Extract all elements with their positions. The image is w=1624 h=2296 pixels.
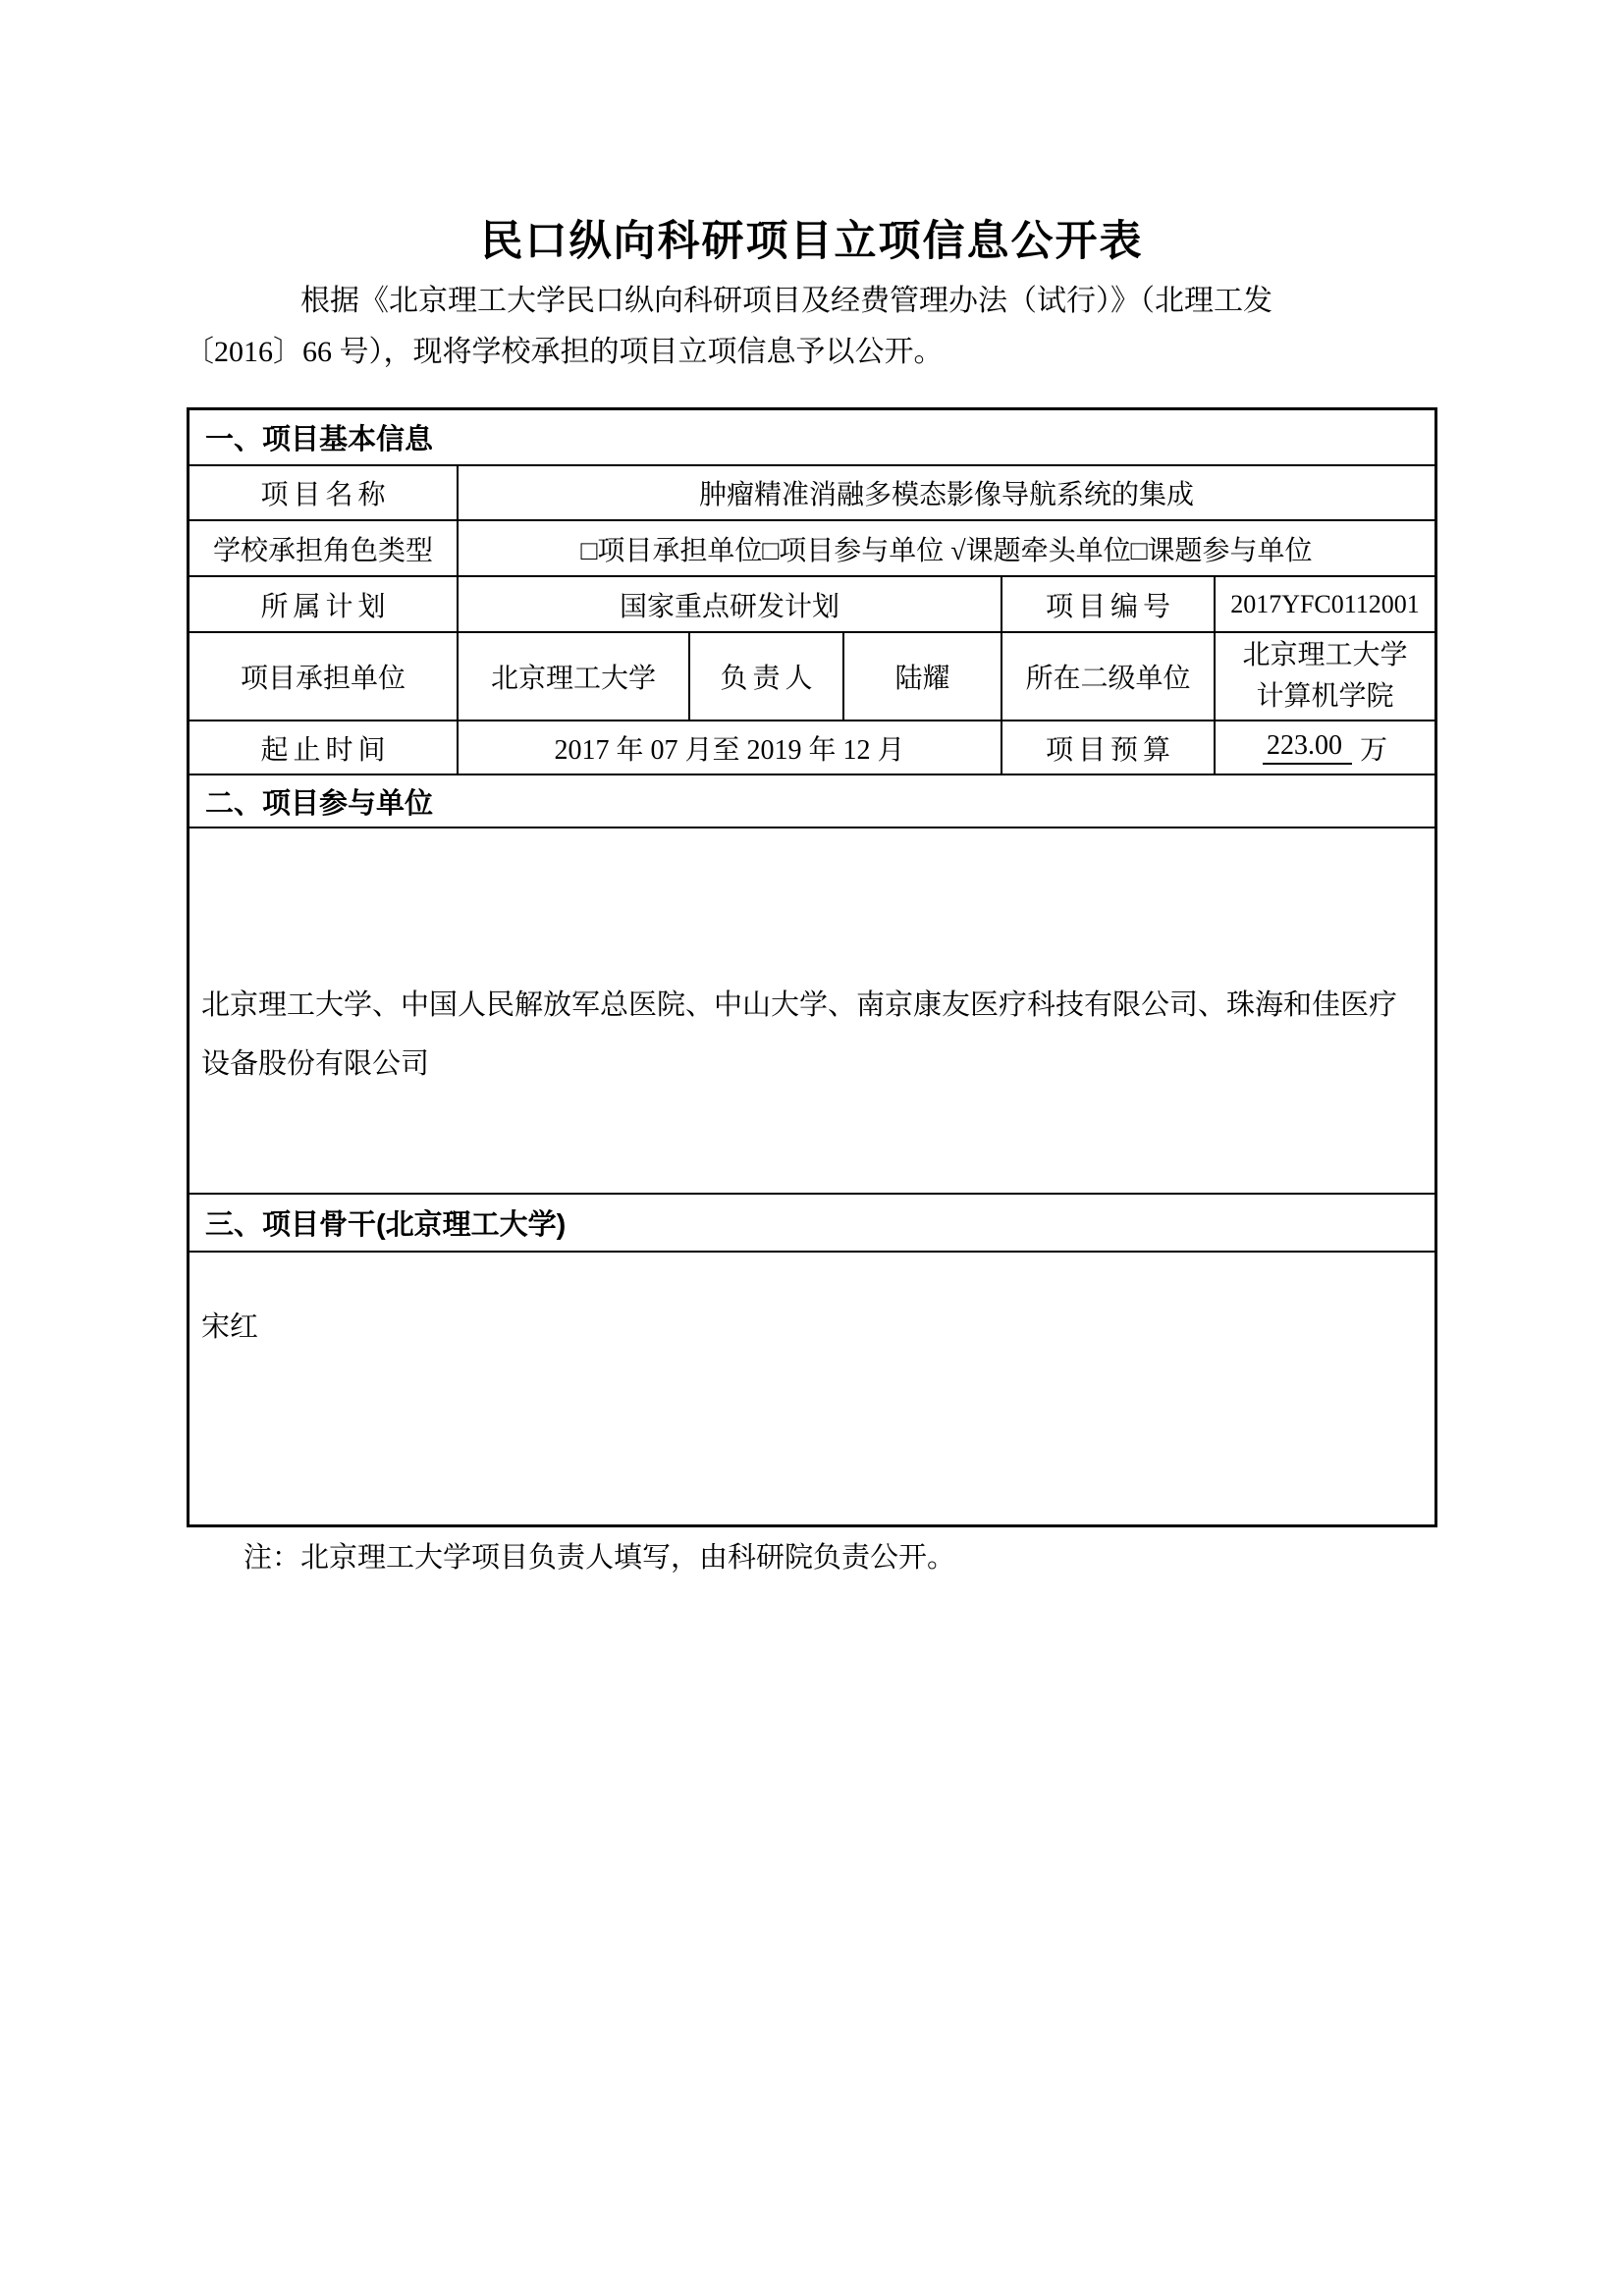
section3-header: 三、项目骨干(北京理工大学)	[205, 1209, 567, 1241]
plan-label	[189, 577, 459, 631]
participants-row	[189, 828, 1435, 1195]
duration-label	[189, 721, 459, 774]
footnote: 注：北京理工大学项目负责人填写，由科研院负责公开。	[244, 1542, 956, 1574]
duration-row	[189, 721, 1435, 775]
secondary-unit-label: 所在二级单位	[1002, 633, 1216, 720]
project-name-label	[189, 466, 459, 519]
project-code-value: 2017YFC0112001	[1230, 589, 1420, 618]
role-type-value: □项目承担单位□项目参与单位 √课题牵头单位□课题参与单位	[580, 535, 1313, 566]
project-name-value: 肿瘤精准消融多模态影像导航系统的集成	[698, 480, 1194, 510]
section3-header-row	[189, 1195, 1435, 1253]
budget-unit: 万	[1359, 734, 1387, 766]
leader-label-text: 负责人	[720, 664, 818, 694]
duration-value: 2017 年 07 月至 2019 年 12 月	[459, 721, 1002, 774]
secondary-unit-value	[1216, 633, 1435, 720]
budget-amount: 223.00	[1263, 730, 1352, 765]
intro-line-2: 〔2016〕66 号），现将学校承担的项目立项信息予以公开。	[185, 336, 944, 368]
role-type-label: 学校承担角色类型	[189, 521, 459, 575]
budget-label-text: 项目预算	[1045, 734, 1175, 766]
key-members-row	[189, 1253, 1435, 1524]
plan-label-text: 所属计划	[260, 591, 391, 622]
secondary-unit-line1: 北京理工大学	[1242, 640, 1408, 670]
section1-header: 一、项目基本信息	[205, 424, 434, 455]
section2-header-row	[189, 775, 1435, 828]
undertaking-unit-label: 项目承担单位	[189, 633, 459, 720]
budget-label	[1002, 721, 1216, 774]
section2-header: 二、项目参与单位	[205, 787, 434, 820]
intro-line-1: 根据《北京理工大学民口纵向科研项目及经费管理办法（试行）》（北理工发	[300, 285, 1272, 317]
project-code-label	[1002, 577, 1216, 631]
project-name-row	[189, 466, 1435, 521]
undertaking-unit-row	[189, 633, 1435, 721]
budget-value	[1216, 721, 1435, 774]
plan-row	[189, 577, 1435, 633]
key-members-content: 宋红	[201, 1311, 259, 1343]
duration-label-text: 起止时间	[260, 734, 391, 766]
leader-label	[690, 633, 844, 720]
project-name-label-text: 项目名称	[260, 480, 391, 510]
project-code-label-text: 项目编号	[1045, 591, 1175, 622]
plan-value: 国家重点研发计划	[459, 577, 1002, 631]
secondary-unit-line2: 计算机学院	[1256, 681, 1394, 712]
undertaking-unit-value: 北京理工大学	[459, 633, 690, 720]
project-info-table	[187, 407, 1437, 1527]
role-type-row	[189, 521, 1435, 577]
participants-content: 北京理工大学、中国人民解放军总医院、中山大学、南京康友医疗科技有限公司、珠海和佳医疗设备股份有限公司	[201, 989, 1398, 1080]
intro-paragraph	[185, 276, 1439, 378]
section1-header-row	[189, 410, 1435, 466]
leader-value: 陆耀	[844, 633, 1002, 720]
page-title: 民口纵向科研项目立项信息公开表	[480, 219, 1144, 265]
